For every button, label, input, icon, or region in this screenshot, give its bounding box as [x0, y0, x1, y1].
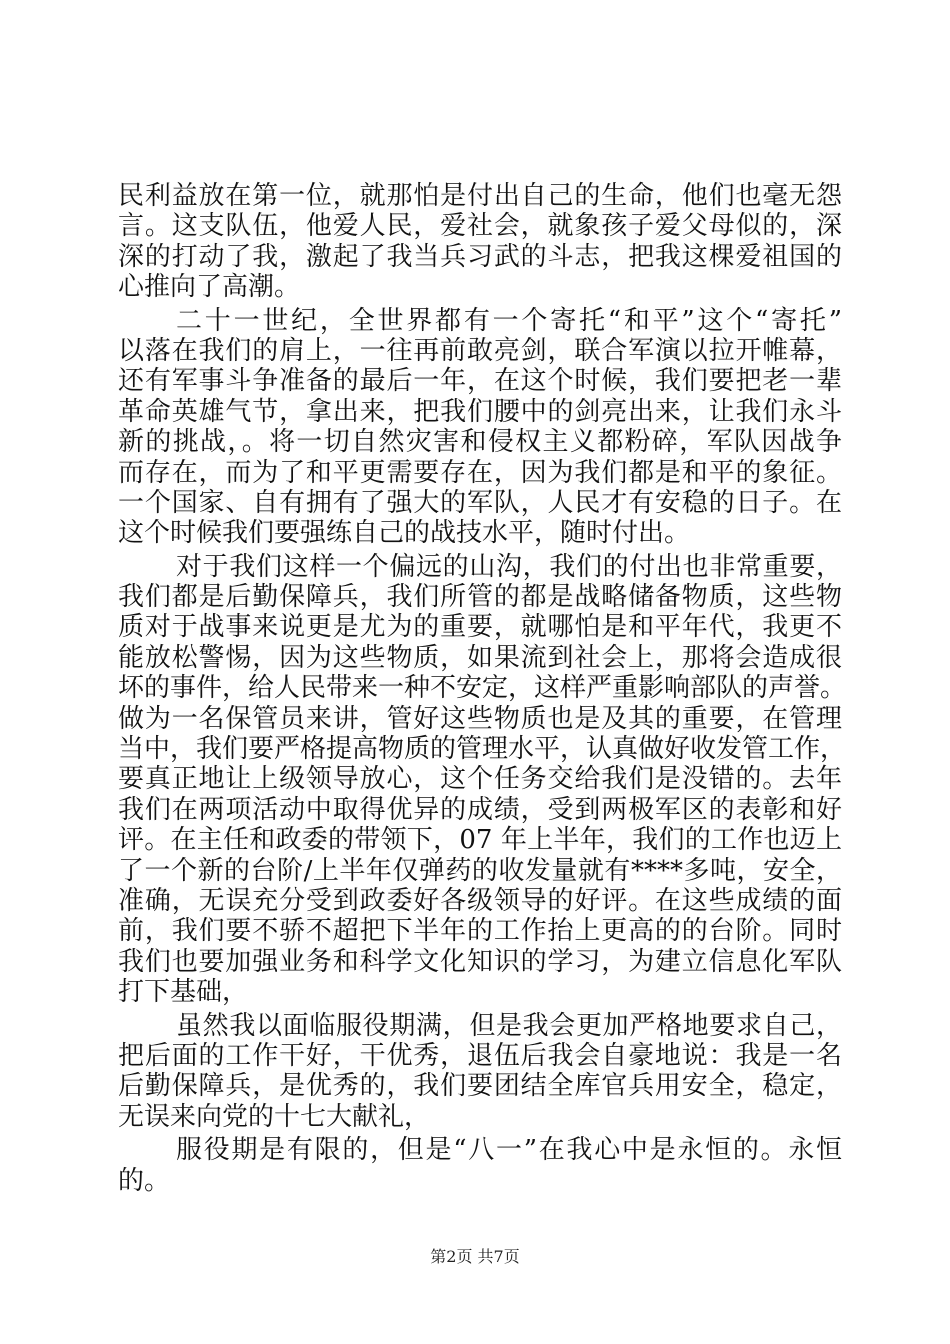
- text-line: 言。这支队伍，他爱人民，爱社会，就象孩子爱父母似的，深: [118, 211, 842, 242]
- text-line: 新的挑战，。将一切自然灾害和侵权主义都粉碎，军队因战争: [118, 427, 842, 458]
- text-line: 无误来向党的十七大献礼，: [118, 1101, 431, 1132]
- text-line: 革命英雄气节，拿出来，把我们腰中的剑亮出来，让我们永斗: [118, 396, 842, 427]
- text-line: 了一个新的台阶/上半年仅弹药的收发量就有****多吨，安全，: [118, 855, 842, 886]
- paragraph: [118, 1011, 842, 1133]
- text-line: 能放松警惕，因为这些物质，如果流到社会上，那将会造成很: [118, 642, 842, 673]
- text-line: 服役期是有限的，但是“八一”在我心中是永恒的。永恒: [176, 1135, 842, 1166]
- text-line: 二十一世纪，全世界都有一个寄托“和平”这个“寄托”: [176, 305, 842, 336]
- text-line: 把后面的工作干好，干优秀，退伍后我会自豪地说：我是一名: [118, 1040, 842, 1071]
- text-line: 要真正地让上级领导放心，这个任务交给我们是没错的。去年: [118, 764, 842, 795]
- text-line: 以落在我们的肩上，一往再前敢亮剑，联合军演以拉开帷幕，: [118, 335, 842, 366]
- text-line: 的。: [118, 1165, 171, 1196]
- text-line: 打下基础，: [118, 977, 249, 1008]
- text-line: 而存在，而为了和平更需要存在，因为我们都是和平的象征。: [118, 457, 842, 488]
- text-line: 质对于战事来说更是尤为的重要，就哪怕是和平年代，我更不: [118, 612, 842, 643]
- paragraph: [118, 181, 842, 303]
- text-line: 坏的事件，给人民带来一种不安定，这样严重影响部队的声誉。: [118, 673, 847, 704]
- text-line: 我们在两项活动中取得优异的成绩，受到两极军区的表彰和好: [118, 794, 842, 825]
- text-line: 虽然我以面临服役期满，但是我会更加严格地要求自己，: [176, 1010, 842, 1041]
- text-line: 当中，我们要严格提高物质的管理水平，认真做好收发管工作，: [118, 734, 847, 765]
- text-line: 我们都是后勤保障兵，我们所管的都是战略储备物质，这些物: [118, 582, 842, 613]
- text-line: 对于我们这样一个偏远的山沟，我们的付出也非常重要，: [176, 551, 842, 582]
- text-line: 一个国家、自有拥有了强大的军队，人民才有安稳的日子。在: [118, 487, 842, 518]
- document-body: [118, 181, 847, 1196]
- text-line: 我们也要加强业务和科学文化知识的学习，为建立信息化军队: [118, 946, 842, 977]
- page-number-footer: 第2页 共7页: [430, 1247, 520, 1266]
- text-line: 做为一名保管员来讲，管好这些物质也是及其的重要，在管理: [118, 703, 842, 734]
- paragraph: [118, 551, 847, 1008]
- text-line: 评。在主任和政委的带领下，07 年上半年，我们的工作也迈上: [118, 825, 842, 856]
- text-line: 后勤保障兵，是优秀的，我们要团结全库官兵用安全，稳定，: [118, 1071, 842, 1102]
- paragraph: [118, 306, 842, 549]
- text-line: 深的打动了我，激起了我当兵习武的斗志，把我这棵爱祖国的: [118, 241, 842, 272]
- paragraph: [118, 1135, 842, 1196]
- text-line: 前，我们要不骄不超把下半年的工作抬上更高的的台阶。同时: [118, 916, 842, 947]
- text-line: 准确，无误充分受到政委好各级领导的好评。在这些成绩的面: [118, 885, 842, 916]
- text-line: 这个时候我们要强练自己的战技水平，随时付出。: [118, 518, 691, 549]
- text-line: 还有军事斗争准备的最后一年，在这个时候，我们要把老一辈: [118, 366, 842, 397]
- text-line: 心推向了高潮。: [118, 272, 301, 303]
- text-line: 民利益放在第一位，就那怕是付出自己的生命，他们也毫无怨: [118, 181, 842, 211]
